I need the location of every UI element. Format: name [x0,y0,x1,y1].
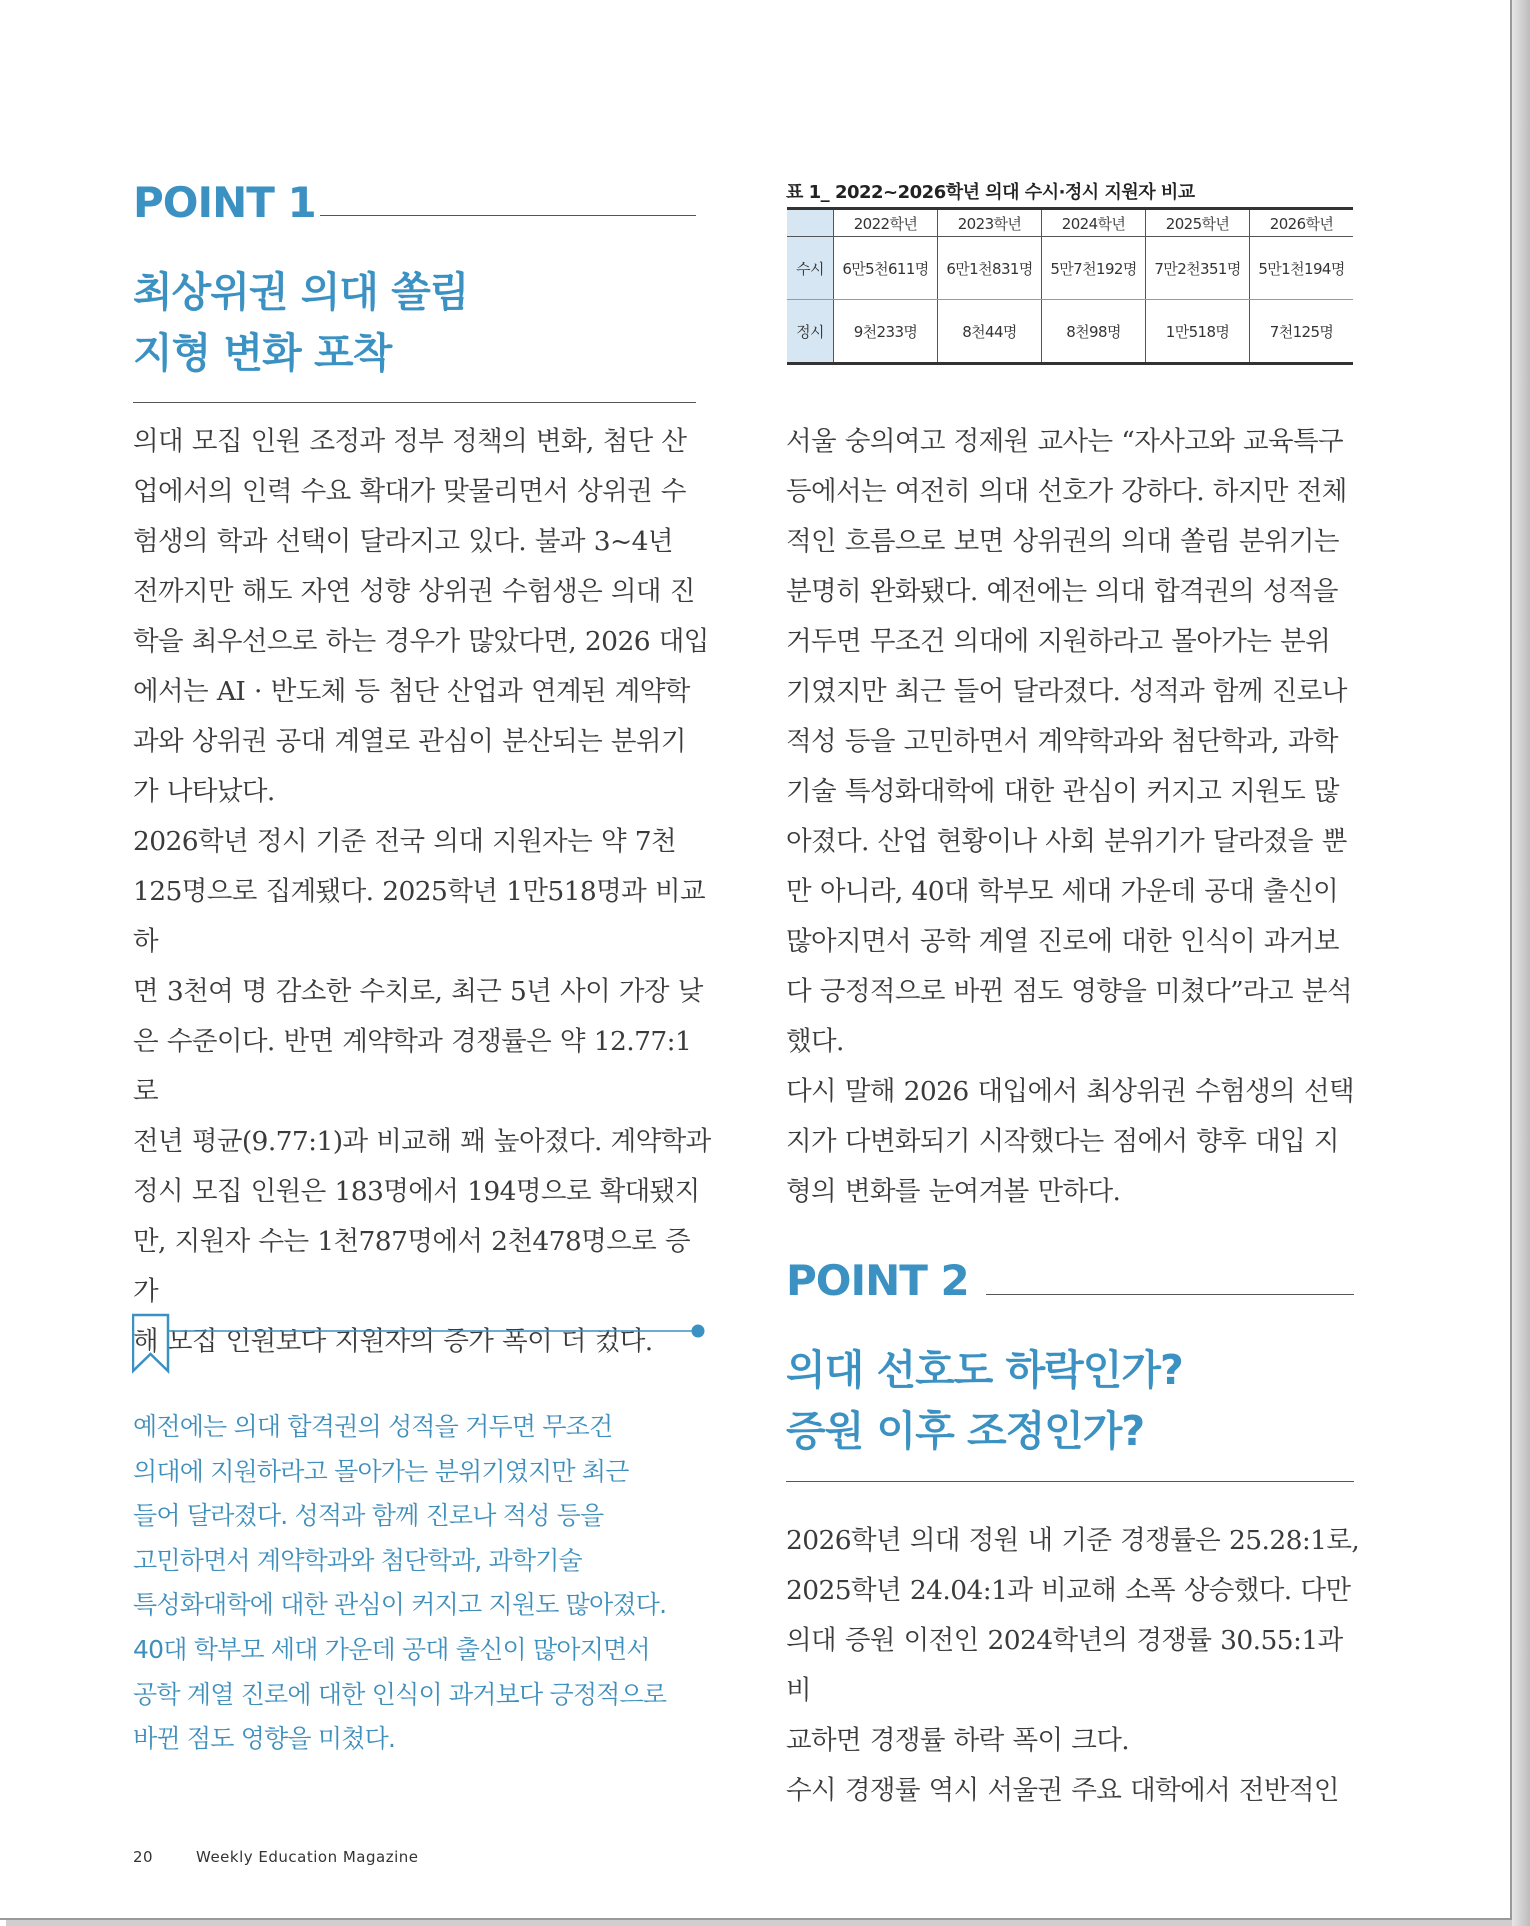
right-paragraph-2: 다시 말해 2026 대입에서 최상위권 수험생의 선택 지가 다변화되기 시작했다는 점에서 향후 대입 지 형의 변화를 눈여겨볼 만하다. [786,1076,1354,1207]
right-paragraph-4: 수시 경쟁률 역시 서울권 주요 대학에서 전반적인 [786,1775,1339,1806]
right-paragraph-1: 서울 숭의여고 정제원 교사는 “자사고와 교육특구 등에서는 여전히 의대 선호가 강하다. 하지만 전체 적인 흐름으로 보면 상위권의 의대 쏠림 분위기는 분명히 완화됐다. 예전에는 의대 합격권의 성적을 거두면 무조건 의대에 지원하라고 몰아가는 분위 기였지만 최근 들어 달라졌다. 성적과 함께 진로나 적성 등을 고민하면서 계약학과와 첨단학과, 과학 기술 특성화대학에 대한 관심이 커지고 지원도 많 아졌다. 산업 현황이나 사회 분위기가 달라졌을 뿐 만 아니라, 40대 학부모 세대 가운데 공대 출신이 많아지면서 공학 계열 진로에 대한 인식이 과거보 다 긍정적으로 바뀐 점도 영향을 미쳤다”라고 분석 했다. [786,426,1352,1057]
comparison-table-wrap [787,207,1353,365]
page-edge [1512,0,1530,1926]
table-cell: 6만1천831명 [938,237,1042,300]
table-row [787,300,1353,363]
table-col-header: 2023학년 [938,210,1042,237]
point-1-label: POINT 1 [133,178,316,227]
left-paragraph-2: 2026학년 정시 기준 전국 의대 지원자는 약 7천 125명으로 집계됐다. 2025학년 1만518명과 비교하 면 3천여 명 감소한 수치로, 최근 5년 사이 가장 낮 은 수준이다. 반면 계약학과 경쟁률은 약 12.77:1로 전년 평균(9.77:1)과 비교해 꽤 높아졌다. 계약학과 정시 모집 인원은 183명에서 194명으로 확대됐지 만, 지원자 수는 1천787명에서 2천478명으로 증가 해 모집 인원보다 지원자의 증가 폭이 더 컸다. [133,826,711,1357]
right-body [786,417,1366,1217]
headline-rule [133,402,696,403]
table-col-header: 2025학년 [1146,210,1250,237]
bookmark-icon [132,1313,707,1375]
table-col-header: 2026학년 [1250,210,1353,237]
point-2-rule [986,1294,1354,1295]
table-col-header: 2024학년 [1042,210,1146,237]
table-cell: 6만5천611명 [834,237,938,300]
headline-line-2: 증원 이후 조정인가? [786,1407,1145,1455]
headline-rule [786,1481,1354,1482]
table-row-label: 수시 [787,237,834,300]
comparison-table [787,210,1353,362]
table-header-row [787,210,1353,237]
left-paragraph-1: 의대 모집 인원 조정과 정부 정책의 변화, 첨단 산 업에서의 인력 수요 확대가 맞물리면서 상위권 수 험생의 학과 선택이 달라지고 있다. 불과 3~4년 전까지만 해도 자연 성향 상위권 수험생은 의대 진 학을 최우선으로 하는 경우가 많았다면, 2026 대입 에서는 AI · 반도체 등 첨단 산업과 연계된 계약학 과와 상위권 공대 계열로 관심이 분산되는 분위기 가 나타났다. [133,426,709,807]
headline-line-1: 최상위권 의대 쏠림 [133,268,469,316]
right-body-2 [786,1516,1366,1816]
table-cell: 5만7천192명 [1042,237,1146,300]
headline-line-1: 의대 선호도 하락인가? [786,1346,1183,1394]
magazine-name: Weekly Education Magazine [196,1848,419,1866]
left-body [133,417,713,1367]
table-cell: 9천233명 [834,300,938,363]
table-corner-cell [787,210,834,237]
point-1-headline [133,262,468,384]
pull-quote: 예전에는 의대 합격권의 성적을 거두면 무조건 의대에 지원하라고 몰아가는 분위기였지만 최근 들어 달라졌다. 성적과 함께 진로나 적성 등을 고민하면서 계약학과와 첨단학과, 과학기술 특성화대학에 대한 관심이 커지고 지원도 많아졌다. 40대 학부모 세대 가운데 공대 출신이 많아지면서 공학 계열 진로에 대한 인식이 과거보다 긍정적으로 바뀐 점도 영향을 미쳤다. [133,1412,667,1754]
right-paragraph-3: 2026학년 의대 정원 내 기준 경쟁률은 25.28:1로, 2025학년 24.04:1과 비교해 소폭 상승했다. 다만 의대 증원 이전인 2024학년의 경쟁률 30.55:1과 비 교하면 경쟁률 하락 폭이 크다. [786,1525,1360,1756]
point-1-rule [320,215,696,216]
table-cell: 5만1천194명 [1250,237,1353,300]
table-row [787,237,1353,300]
table-cell: 7천125명 [1250,300,1353,363]
table-cell: 8천44명 [938,300,1042,363]
table-cell: 8천98명 [1042,300,1146,363]
page-number: 20 [133,1848,154,1866]
headline-line-2: 지형 변화 포착 [133,329,392,377]
point-2-label: POINT 2 [786,1256,969,1305]
table-col-header: 2022학년 [834,210,938,237]
point-2-headline [786,1340,1183,1462]
table-cell: 1만518명 [1146,300,1250,363]
table-row-label: 정시 [787,300,834,363]
table-cell: 7만2천351명 [1146,237,1250,300]
table-caption: 표 1_ 2022~2026학년 의대 수시·정시 지원자 비교 [786,182,1195,203]
